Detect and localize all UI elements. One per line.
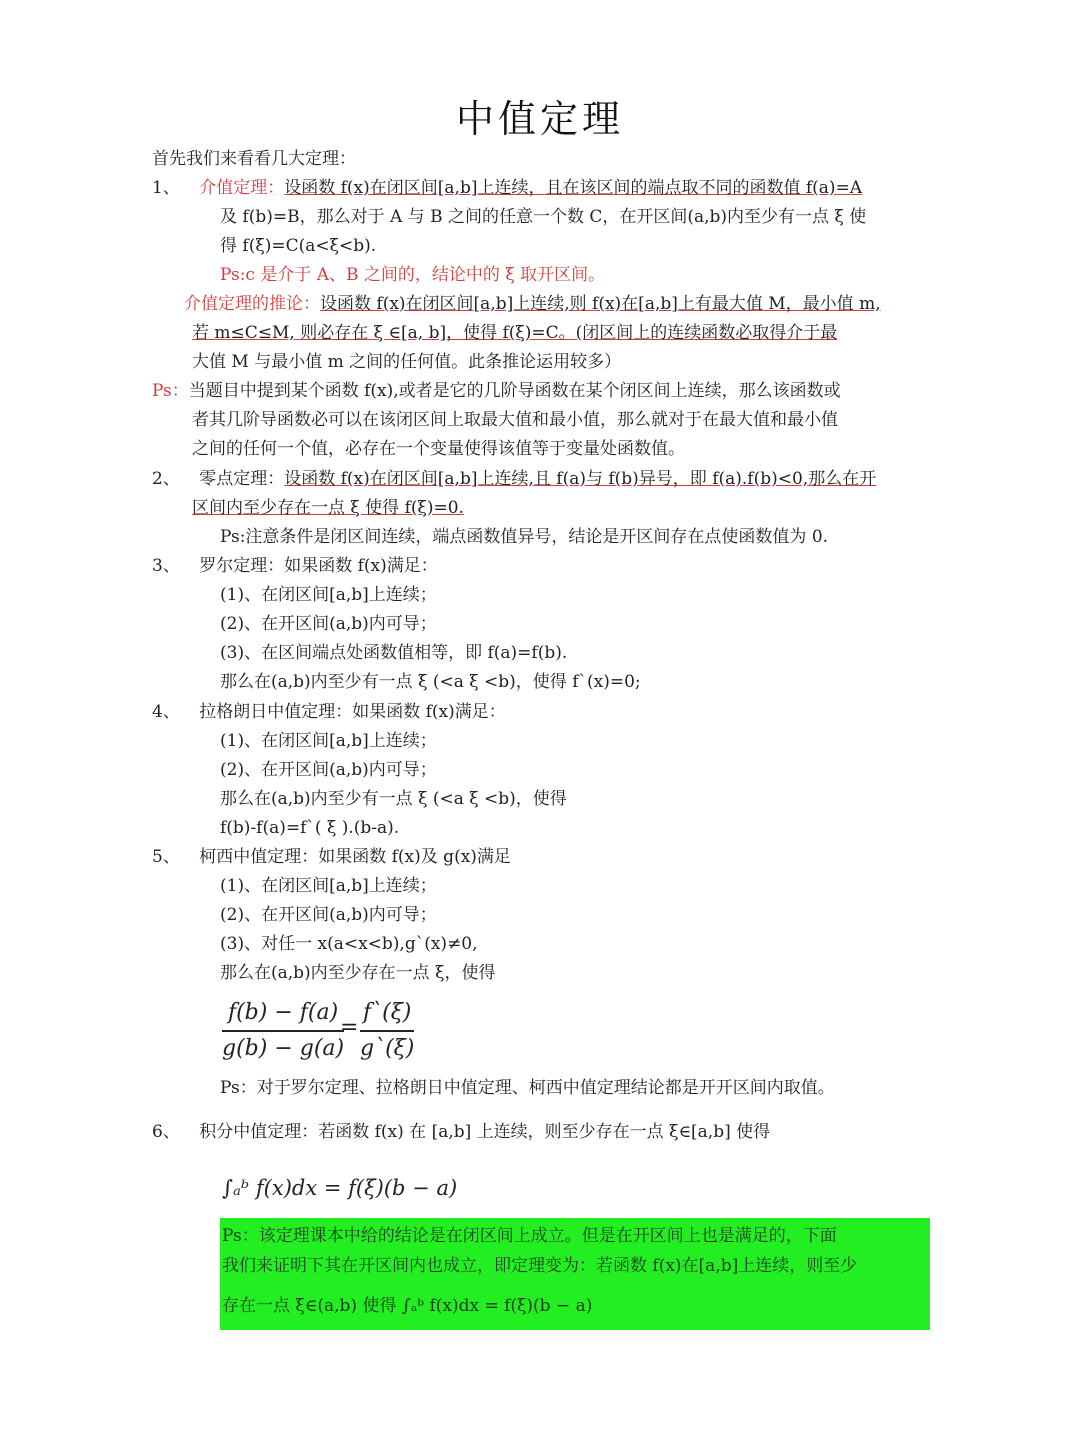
ps-line-2: 者其几阶导函数必可以在该闭区间上取最大值和最小值，那么就对于在最大值和最小值 — [192, 410, 838, 430]
cauchy-left-numerator: f(b) − f(a) — [227, 1000, 339, 1025]
theorem-6-line: 积分中值定理：若函数 f(x) 在 [a,b] 上连续，则至少存在一点 ξ∈[a,b] 使得 — [199, 1122, 771, 1142]
cauchy-fraction-left — [222, 998, 344, 1064]
theorem-5-number: 5、 — [152, 847, 180, 867]
cauchy-equals-sign: = — [340, 1015, 359, 1040]
theorem-2-line-2: 区间内至少存在一点 ξ 使得 f(ξ)=0. — [192, 498, 464, 518]
theorem-3-number: 3、 — [152, 556, 180, 576]
theorem-5-condition-1: (1)、在闭区间[a,b]上连续； — [220, 876, 437, 896]
theorem-3-condition-1: (1)、在闭区间[a,b]上连续； — [220, 585, 437, 605]
corollary-line-3: 大值 M 与最小值 m 之间的任何值。此条推论运用较多） — [192, 352, 622, 372]
theorem-1-line-1: 设函数 f(x)在闭区间[a,b]上连续，且在该区间的端点取不同的函数值 f(a)=A — [284, 178, 863, 198]
corollary-line-2: 若 m≤C≤M, 则必存在 ξ ∈[a, b]，使得 f(ξ)=C。(闭区间上的连续函数必取得介于最 — [192, 323, 838, 343]
fraction-bar — [222, 1030, 344, 1032]
theorem-2-first-line — [152, 467, 876, 491]
highlight-line-1: Ps：该定理课本中给的结论是在闭区间上成立。但是在开区间上也是满足的，下面 — [222, 1226, 837, 1246]
theorem-5-first-line — [152, 845, 511, 869]
theorem-2-line-1: 设函数 f(x)在闭区间[a,b]上连续,且 f(a)与 f(b)异号，即 f(a).f(b)<0,那么在开 — [284, 469, 877, 489]
page-title: 中值定理 — [455, 97, 624, 141]
theorem-5-condition-2: (2)、在开区间(a,b)内可导； — [220, 905, 437, 925]
theorem-4-condition-1: (1)、在闭区间[a,b]上连续； — [220, 731, 437, 751]
highlight-line-2: 我们来证明下其在开区间内也成立，即定理变为：若函数 f(x)在[a,b]上连续，则至少 — [222, 1256, 858, 1276]
intro-text: 首先我们来看看几大定理： — [152, 149, 356, 169]
ps-line-1: 当题目中提到某个函数 f(x),或者是它的几阶导函数在某个闭区间上连续，那么该函数或 — [188, 381, 841, 401]
theorem-4-condition-2: (2)、在开区间(a,b)内可导； — [220, 760, 437, 780]
theorem-1-first-line — [152, 176, 862, 200]
theorem-1-name: 介值定理： — [199, 178, 285, 198]
cauchy-right-numerator: f`(ξ) — [362, 1000, 412, 1025]
theorem-1-ps: Ps:c 是介于 A、B 之间的，结论中的 ξ 取开区间。 — [220, 265, 606, 285]
corollary-first-line — [184, 292, 881, 316]
theorem-6-number: 6、 — [152, 1122, 180, 1142]
cauchy-fraction-right — [360, 998, 414, 1064]
theorem-5-condition-3: (3)、对任一 x(a<x<b),g`(x)≠0, — [220, 934, 478, 954]
integral-formula: ∫ₐᵇ f(x)dx = f(ξ)(b − a) — [222, 1176, 458, 1200]
theorem-4-number: 4、 — [152, 702, 180, 722]
fraction-bar — [360, 1030, 414, 1032]
theorem-4-conclusion: 那么在(a,b)内至少有一点 ξ (<a ξ <b)，使得 — [220, 789, 567, 809]
highlighted-note — [220, 1218, 930, 1330]
theorem-3-condition-3: (3)、在区间端点处函数值相等，即 f(a)=f(b). — [220, 643, 568, 663]
ps-block-first-line — [152, 379, 841, 403]
theorem-4-name: 拉格朗日中值定理：如果函数 f(x)满足： — [199, 702, 506, 722]
cauchy-right-denominator: g`(ξ) — [360, 1036, 415, 1061]
theorem-6-first-line — [152, 1120, 770, 1144]
highlight-line-3: 存在一点 ξ∈(a,b) 使得 ∫ₐᵇ f(x)dx = f(ξ)(b − a) — [222, 1296, 593, 1316]
theorem-1-line-3: 得 f(ξ)=C(a<ξ<b). — [220, 236, 377, 256]
theorem-5-name: 柯西中值定理：如果函数 f(x)及 g(x)满足 — [199, 847, 511, 867]
corollary-name: 介值定理的推论： — [184, 294, 320, 314]
theorem-3-condition-2: (2)、在开区间(a,b)内可导； — [220, 614, 437, 634]
theorem-4-first-line — [152, 700, 506, 724]
theorem-1-line-2: 及 f(b)=B，那么对于 A 与 B 之间的任意一个数 C，在开区间(a,b)内至少有一点 ξ 使 — [220, 207, 867, 227]
ps-line-3: 之间的任何一个值，必存在一个变量使得该值等于变量处函数值。 — [192, 439, 685, 459]
theorem-2-number: 2、 — [152, 469, 180, 489]
theorem-5-conclusion: 那么在(a,b)内至少存在一点 ξ，使得 — [220, 963, 496, 983]
theorem-1-number: 1、 — [152, 178, 180, 198]
cauchy-left-denominator: g(b) − g(a) — [222, 1036, 345, 1061]
theorem-5-ps: Ps：对于罗尔定理、拉格朗日中值定理、柯西中值定理结论都是开开区间内取值。 — [220, 1078, 835, 1098]
ps-label: Ps： — [152, 381, 189, 401]
corollary-line-1: 设函数 f(x)在闭区间[a,b]上连续,则 f(x)在[a,b]上有最大值 M，最小值 m, — [320, 294, 881, 314]
theorem-3-conclusion: 那么在(a,b)内至少有一点 ξ (<a ξ <b)，使得 f`(x)=0; — [220, 672, 641, 692]
theorem-4-formula: f(b)-f(a)=f`( ξ ).(b-a). — [220, 818, 400, 838]
theorem-3-name: 罗尔定理：如果函数 f(x)满足： — [199, 556, 438, 576]
theorem-3-first-line — [152, 554, 438, 578]
theorem-2-name: 零点定理： — [199, 469, 285, 489]
theorem-2-ps: Ps:注意条件是闭区间连续，端点函数值异号，结论是开区间存在点使函数值为 0. — [220, 527, 829, 547]
